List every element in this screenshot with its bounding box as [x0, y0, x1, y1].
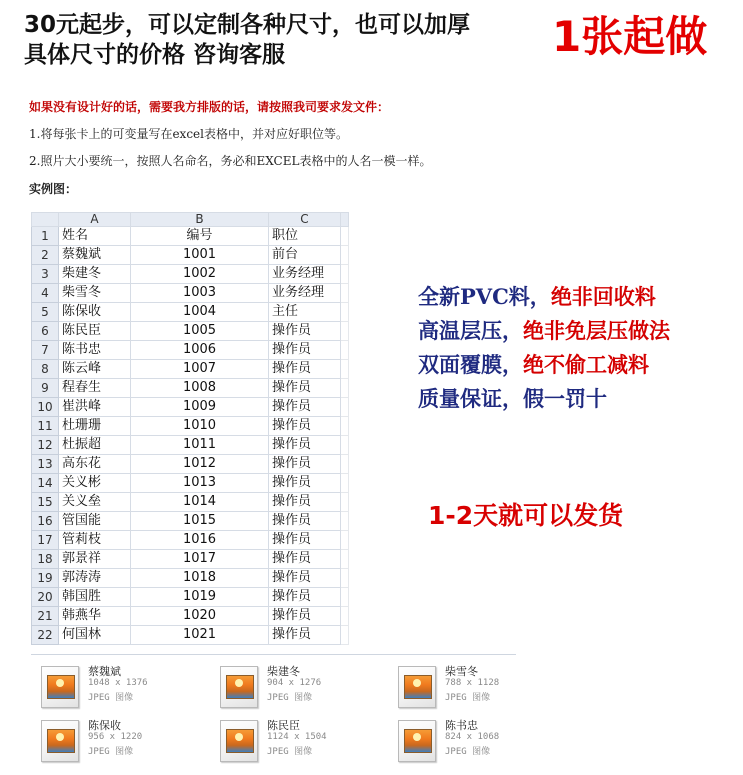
- cell-name[interactable]: 陈保收: [59, 303, 131, 322]
- cell-name[interactable]: 陈民臣: [59, 322, 131, 341]
- cell-blank[interactable]: [341, 341, 349, 360]
- jpeg-file-icon: [41, 666, 79, 708]
- cell-blank[interactable]: [341, 303, 349, 322]
- table-row: [32, 569, 349, 588]
- table-row: [32, 474, 349, 493]
- file-tile[interactable]: [388, 714, 558, 766]
- cell-name[interactable]: 杜珊珊: [59, 417, 131, 436]
- row-number[interactable]: 20: [32, 588, 59, 607]
- cell-position[interactable]: 操作员: [269, 493, 341, 512]
- feature-3-right: 绝不偷工减料: [523, 352, 649, 377]
- table-row: [32, 398, 349, 417]
- instruction-step-1: 1.将每张卡上的可变量写在excel表格中，并对应好职位等。: [29, 127, 348, 141]
- cell-blank[interactable]: [341, 569, 349, 588]
- feature-3-left: 双面覆膜，: [418, 352, 523, 377]
- row-number[interactable]: 16: [32, 512, 59, 531]
- file-name: 柴建冬: [267, 665, 300, 678]
- column-header-b: B: [131, 213, 269, 227]
- file-tile[interactable]: [31, 660, 201, 712]
- feature-1-right: 绝非回收料: [550, 284, 656, 309]
- cell-name[interactable]: 柴雪冬: [59, 284, 131, 303]
- cell-position[interactable]: 操作员: [269, 588, 341, 607]
- table-row: [32, 360, 349, 379]
- headline-line-2: 具体尺寸的价格 咨询客服: [24, 42, 286, 68]
- cell-position[interactable]: 操作员: [269, 379, 341, 398]
- cell-blank[interactable]: [341, 531, 349, 550]
- file-tile[interactable]: [31, 714, 201, 766]
- row-number[interactable]: 12: [32, 436, 59, 455]
- cell-position[interactable]: 操作员: [269, 626, 341, 645]
- file-type: JPEG 图像: [88, 693, 134, 703]
- cell-id[interactable]: 1005: [131, 322, 269, 341]
- cell-blank[interactable]: [341, 284, 349, 303]
- file-type: JPEG 图像: [88, 747, 134, 757]
- table-row: [32, 303, 349, 322]
- file-dimensions: 1048 x 1376: [88, 678, 148, 688]
- shipping-time: 1-2天就可以发货: [428, 501, 624, 530]
- cell-position[interactable]: 操作员: [269, 550, 341, 569]
- cell-blank[interactable]: [341, 550, 349, 569]
- row-number[interactable]: 1: [32, 227, 59, 246]
- cell-position[interactable]: 操作员: [269, 360, 341, 379]
- file-dimensions: 956 x 1220: [88, 732, 143, 742]
- row-number[interactable]: 2: [32, 246, 59, 265]
- cell-blank[interactable]: [341, 626, 349, 645]
- jpeg-file-icon: [41, 720, 79, 762]
- jpeg-file-icon: [398, 666, 436, 708]
- file-name: 柴雪冬: [445, 665, 478, 678]
- jpeg-file-icon: [220, 720, 258, 762]
- cell-blank[interactable]: [341, 398, 349, 417]
- example-label: 实例图：: [29, 182, 78, 196]
- row-number[interactable]: 11: [32, 417, 59, 436]
- row-number[interactable]: 13: [32, 455, 59, 474]
- cell-blank[interactable]: [341, 607, 349, 626]
- row-number[interactable]: 8: [32, 360, 59, 379]
- cell-position[interactable]: 操作员: [269, 341, 341, 360]
- column-header-a: A: [59, 213, 131, 227]
- cell-id[interactable]: 1009: [131, 398, 269, 417]
- row-number[interactable]: 18: [32, 550, 59, 569]
- instruction-step-2: 2.照片大小要统一，按照人名命名，务必和EXCEL表格中的人名一模一样。: [29, 154, 432, 168]
- file-dimensions: 824 x 1068: [445, 732, 500, 742]
- cell-name[interactable]: 管国能: [59, 512, 131, 531]
- cell-blank[interactable]: [341, 588, 349, 607]
- file-tile[interactable]: [210, 714, 380, 766]
- row-number[interactable]: 14: [32, 474, 59, 493]
- jpeg-file-icon: [220, 666, 258, 708]
- cell-id[interactable]: 1021: [131, 626, 269, 645]
- cell-blank[interactable]: [341, 455, 349, 474]
- cell-id[interactable]: 1008: [131, 379, 269, 398]
- row-number[interactable]: 22: [32, 626, 59, 645]
- table-row: [32, 265, 349, 284]
- file-dimensions: 1124 x 1504: [267, 732, 327, 742]
- file-list-divider: [31, 654, 516, 655]
- cell-id[interactable]: 1006: [131, 341, 269, 360]
- cell-id[interactable]: 1019: [131, 588, 269, 607]
- cell-id[interactable]: 1002: [131, 265, 269, 284]
- cell-id[interactable]: 1020: [131, 607, 269, 626]
- feature-2-right: 绝非免层压做法: [523, 318, 670, 343]
- row-number[interactable]: 4: [32, 284, 59, 303]
- table-row: [32, 607, 349, 626]
- table-row: [32, 379, 349, 398]
- file-name: 陈保收: [88, 719, 121, 732]
- cell-name[interactable]: 蔡魏斌: [59, 246, 131, 265]
- file-name: 陈民臣: [267, 719, 300, 732]
- cell-id[interactable]: 1018: [131, 569, 269, 588]
- cell-blank[interactable]: [341, 246, 349, 265]
- cell-position[interactable]: 操作员: [269, 569, 341, 588]
- cell-position[interactable]: 操作员: [269, 436, 341, 455]
- cell-position[interactable]: 操作员: [269, 474, 341, 493]
- row-number[interactable]: 19: [32, 569, 59, 588]
- cell-name[interactable]: 关义垒: [59, 493, 131, 512]
- table-row: [32, 322, 349, 341]
- instructions-title: 如果没有设计好的话，需要我方排版的话，请按照我司要求发文件：: [29, 100, 390, 114]
- cell-position[interactable]: 操作员: [269, 512, 341, 531]
- cell-position[interactable]: 操作员: [269, 607, 341, 626]
- cell-id[interactable]: 1011: [131, 436, 269, 455]
- cell-name[interactable]: 程春生: [59, 379, 131, 398]
- spreadsheet-example: [31, 212, 349, 645]
- table-row: [32, 455, 349, 474]
- file-name: 陈书忠: [445, 719, 478, 732]
- cell-blank[interactable]: [341, 436, 349, 455]
- cell-id[interactable]: 1003: [131, 284, 269, 303]
- cell-name[interactable]: 柴建冬: [59, 265, 131, 284]
- spreadsheet-body: [32, 227, 349, 645]
- cell-name[interactable]: 郭涛涛: [59, 569, 131, 588]
- cell-blank[interactable]: [341, 265, 349, 284]
- cell-blank[interactable]: [341, 379, 349, 398]
- cell-id[interactable]: 1010: [131, 417, 269, 436]
- table-row: [32, 227, 349, 246]
- spreadsheet-corner: [32, 213, 59, 227]
- cell-blank[interactable]: [341, 493, 349, 512]
- jpeg-file-icon: [398, 720, 436, 762]
- table-row: [32, 341, 349, 360]
- cell-name[interactable]: 高东花: [59, 455, 131, 474]
- file-tile[interactable]: [388, 660, 558, 712]
- cell-position[interactable]: 操作员: [269, 322, 341, 341]
- cell-name[interactable]: 陈云峰: [59, 360, 131, 379]
- table-row: [32, 417, 349, 436]
- column-header-blank: [341, 213, 349, 227]
- cell-position[interactable]: 操作员: [269, 455, 341, 474]
- cell-position[interactable]: 操作员: [269, 417, 341, 436]
- cell-blank[interactable]: [341, 417, 349, 436]
- file-name: 蔡魏斌: [88, 665, 121, 678]
- cell-blank[interactable]: [341, 322, 349, 341]
- table-row: [32, 626, 349, 645]
- file-type: JPEG 图像: [445, 747, 491, 757]
- file-tile[interactable]: [210, 660, 380, 712]
- row-number[interactable]: 7: [32, 341, 59, 360]
- cell-id[interactable]: 1007: [131, 360, 269, 379]
- file-type: JPEG 图像: [445, 693, 491, 703]
- cell-id[interactable]: 1015: [131, 512, 269, 531]
- headline-line-1: 30元起步，可以定制各种尺寸，也可以加厚: [24, 12, 471, 38]
- table-row: [32, 512, 349, 531]
- table-row: [32, 493, 349, 512]
- feature-4-left: 质量保证，假一罚十: [418, 386, 607, 411]
- feature-line-4: [418, 384, 607, 413]
- table-row: [32, 246, 349, 265]
- cell-name[interactable]: 杜振超: [59, 436, 131, 455]
- cell-id[interactable]: 1001: [131, 246, 269, 265]
- row-number[interactable]: 9: [32, 379, 59, 398]
- column-header-c: C: [269, 213, 341, 227]
- row-number[interactable]: 10: [32, 398, 59, 417]
- cell-id[interactable]: 1014: [131, 493, 269, 512]
- cell-id[interactable]: 1013: [131, 474, 269, 493]
- row-number[interactable]: 21: [32, 607, 59, 626]
- row-number[interactable]: 15: [32, 493, 59, 512]
- feature-1-left: 全新PVC料，: [418, 284, 551, 309]
- cell-name[interactable]: 崔洪峰: [59, 398, 131, 417]
- cell-name[interactable]: 何国林: [59, 626, 131, 645]
- file-dimensions: 904 x 1276: [267, 678, 322, 688]
- cell-id[interactable]: 1016: [131, 531, 269, 550]
- row-number[interactable]: 5: [32, 303, 59, 322]
- table-row: [32, 436, 349, 455]
- headline: [24, 10, 544, 70]
- spreadsheet-column-headers: [32, 213, 349, 227]
- cell-name[interactable]: 姓名: [59, 227, 131, 246]
- feature-line-2: [418, 316, 670, 345]
- table-row: [32, 588, 349, 607]
- cell-name[interactable]: 韩燕华: [59, 607, 131, 626]
- file-type: JPEG 图像: [267, 747, 313, 757]
- table-row: [32, 284, 349, 303]
- cell-id[interactable]: 1004: [131, 303, 269, 322]
- cell-position[interactable]: 业务经理: [269, 265, 341, 284]
- cell-name[interactable]: 陈书忠: [59, 341, 131, 360]
- cell-position[interactable]: 操作员: [269, 531, 341, 550]
- row-number[interactable]: 3: [32, 265, 59, 284]
- cell-name[interactable]: 韩国胜: [59, 588, 131, 607]
- row-number[interactable]: 17: [32, 531, 59, 550]
- cell-blank[interactable]: [341, 512, 349, 531]
- cell-id[interactable]: 1017: [131, 550, 269, 569]
- cell-position[interactable]: 业务经理: [269, 284, 341, 303]
- cell-name[interactable]: 郭景祥: [59, 550, 131, 569]
- min-order-banner: 1张起做: [552, 12, 708, 61]
- row-number[interactable]: 6: [32, 322, 59, 341]
- feature-line-1: [418, 282, 656, 311]
- feature-line-3: [418, 350, 649, 379]
- cell-blank[interactable]: [341, 474, 349, 493]
- table-row: [32, 550, 349, 569]
- file-dimensions: 788 x 1128: [445, 678, 500, 688]
- cell-name[interactable]: 管莉枝: [59, 531, 131, 550]
- cell-blank[interactable]: [341, 360, 349, 379]
- cell-position[interactable]: 操作员: [269, 398, 341, 417]
- cell-position[interactable]: 职位: [269, 227, 341, 246]
- cell-position[interactable]: 前台: [269, 246, 341, 265]
- cell-name[interactable]: 关义彬: [59, 474, 131, 493]
- cell-blank[interactable]: [341, 227, 349, 246]
- cell-position[interactable]: 主任: [269, 303, 341, 322]
- file-type: JPEG 图像: [267, 693, 313, 703]
- cell-id[interactable]: 编号: [131, 227, 269, 246]
- feature-2-left: 高温层压，: [418, 318, 523, 343]
- cell-id[interactable]: 1012: [131, 455, 269, 474]
- table-row: [32, 531, 349, 550]
